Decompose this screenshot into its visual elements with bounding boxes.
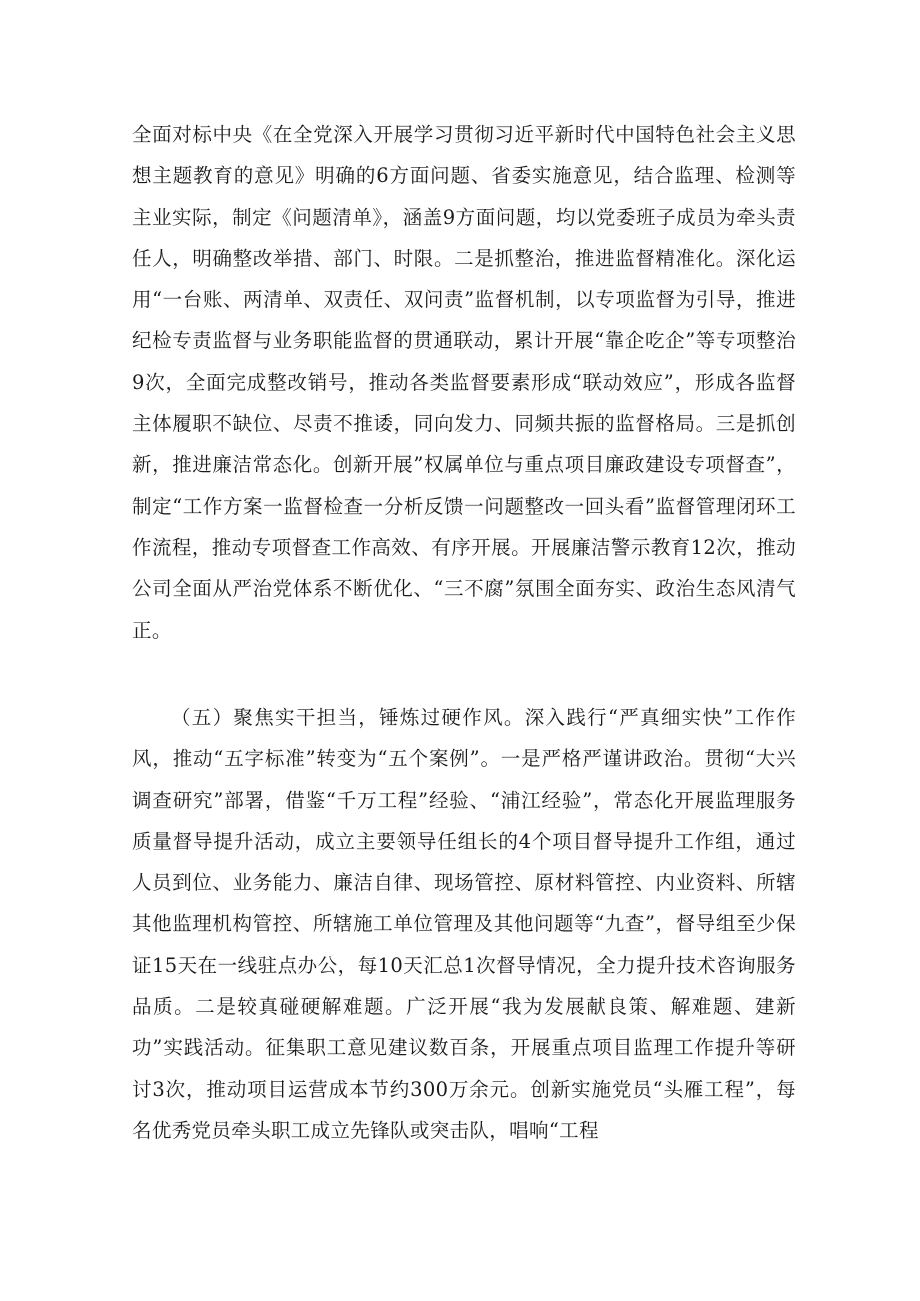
body-paragraph-1: 全面对标中央《在全党深入开展学习贯彻习近平新时代中国特色社会主义思想主题教育的意见》明确的6方面问题、省委实施意见，结合监理、检测等主业实际，制定《问题清单》，涵盖9方面问题，均以党委班子成员为牵头责任人，明确整改举措、部门、时限。二是抓整治，推进监督精准化。深化运用“一台账、两清单、双责任、双问责”监督机制，以专项监督为引导，推进纪检专责监督与业务职能监督的贯通联动，累计开展“靠企吃企”等专项整治9次，全面完成整改销号，推动各类监督要素形成“联动效应”，形成各监督主体履职不缺位、尽责不推诿，同向发力、同频共振的监督格局。三是抓创新，推进廉洁常态化。创新开展”权属单位与重点项目廉政建设专项督查”，制定“工作方案一监督检查一分析反馈一问题整改一回头看”监督管理闭环工作流程，推动专项督查工作高效、有序开展。开展廉洁警示教育12次，推动公司全面从严治党体系不断优化、“三不腐”氛围全面夯实、政治生态风清气正。: [132, 123, 796, 642]
body-paragraph-2: （五）聚焦实干担当，锤炼过硬作风。深入践行“严真细实快”工作作风，推动“五字标准”转变为“五个案例”。一是严格严谨讲政治。贯彻“大兴调查研究”部署，借鉴“千万工程”经验、“浦江经验”，常态化开展监理服务质量督导提升活动，成立主要领导任组长的4个项目督导提升工作组，通过人员到位、业务能力、廉洁自律、现场管控、原材料管控、内业资料、所辖其他监理机构管控、所辖施工单位管理及其他问题等“九查”，督导组至少保证15天在一线驻点办公，每10天汇总1次督导情况，全力提升技术咨询服务品质。二是较真碰硬解难题。广泛开展“我为发展献良策、解难题、建新功”实践活动。征集职工意见建议数百条，开展重点项目监理工作提升等研讨3次，推动项目运营成本节约300万余元。创新实施党员“头雁工程”，每名优秀党员牵头职工成立先锋队或突击队，唱响“工程: [132, 706, 796, 1142]
